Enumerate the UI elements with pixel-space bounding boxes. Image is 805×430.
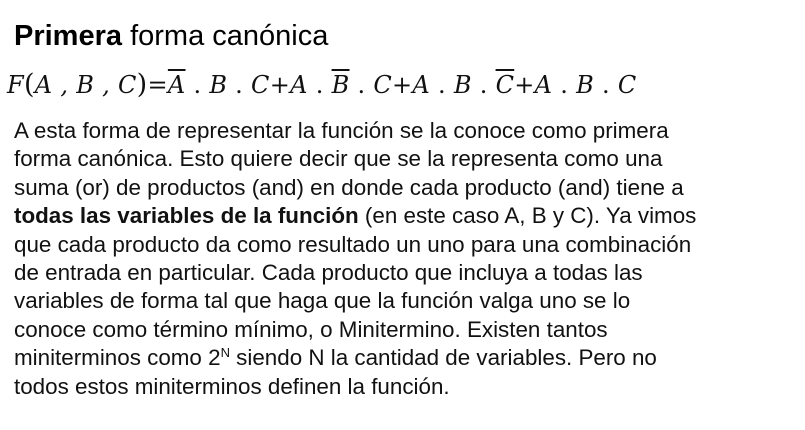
formula-term3-dot2: .: [471, 71, 496, 99]
formula-plus-2: +: [391, 71, 413, 99]
paragraph-line-rest: (en este caso A, B y C). Ya vimos: [358, 203, 697, 229]
paragraph-line: de entrada en particular. Cada producto que incluya a todas las: [14, 260, 643, 286]
formula-term4-b: B: [576, 71, 595, 99]
formula-term1-b: B: [209, 71, 228, 99]
paragraph-line: conoce como término mínimo, o Minitermino. Existen tantos: [14, 316, 608, 342]
formula-term3-a: A: [412, 71, 431, 99]
formula-term2-dot2: .: [349, 71, 374, 99]
section-title-rest: forma canónica: [122, 20, 329, 52]
formula-term3-dot1: .: [430, 71, 454, 99]
formula-term4-c: C: [617, 71, 637, 99]
paragraph-line: A esta forma de representar la función se la conoce como primera: [14, 118, 669, 143]
formula-function-name: F: [7, 71, 24, 99]
formula-arguments: A , B , C: [34, 71, 137, 99]
formula-equals: =: [147, 71, 168, 99]
formula-term3-b: B: [453, 71, 472, 99]
formula-term2-dot1: .: [307, 71, 332, 99]
paragraph-line: suma (or) de productos (and) en donde cada producto (and) tiene a: [14, 174, 684, 200]
paragraph-line: todos estos miniterminos definen la función.: [14, 373, 450, 399]
formula-term4-dot2: .: [594, 71, 618, 99]
formula-term1-c: C: [251, 71, 270, 99]
formula-plus-3: +: [514, 71, 535, 99]
formula-term4-dot1: .: [552, 71, 577, 99]
formula-term2-b-negated: $\overline{B}$: [331, 71, 350, 99]
formula-term1-dot1: .: [185, 71, 210, 99]
exponent-superscript: N: [220, 345, 230, 361]
formula-term2-a: A: [290, 71, 308, 99]
formula-term2-c: C: [373, 71, 392, 99]
formula-plus-1: +: [269, 71, 291, 99]
formula-term3-c-negated: $\overline{C}$: [495, 71, 515, 99]
paragraph-line-start: miniterminos como 2: [14, 345, 221, 371]
formula-term1-a-negated: $\overline{A}$: [167, 71, 186, 99]
section-title: [14, 18, 328, 54]
formula-close-paren: ): [136, 69, 148, 100]
formula-term1-dot2: .: [227, 71, 252, 99]
paragraph-line: [14, 344, 796, 372]
paragraph-line: [14, 202, 796, 230]
explanation-paragraph: [14, 117, 796, 401]
paragraph-line: que cada producto da como resultado un uno para una combinación: [14, 231, 692, 257]
formula-term4-a: A: [534, 71, 553, 99]
emphasized-text: todas las variables de la función: [14, 203, 359, 229]
paragraph-line-end: siendo N la cantidad de variables. Pero no: [229, 345, 657, 371]
section-title-bold: Primera: [14, 20, 123, 52]
paragraph-line: forma canónica. Esto quiere decir que se la representa como una: [14, 146, 663, 172]
formula-open-paren: (: [23, 69, 35, 100]
paragraph-line: variables de forma tal que haga que la función valga uno se lo: [14, 288, 631, 314]
canonical-formula: [7, 68, 637, 102]
